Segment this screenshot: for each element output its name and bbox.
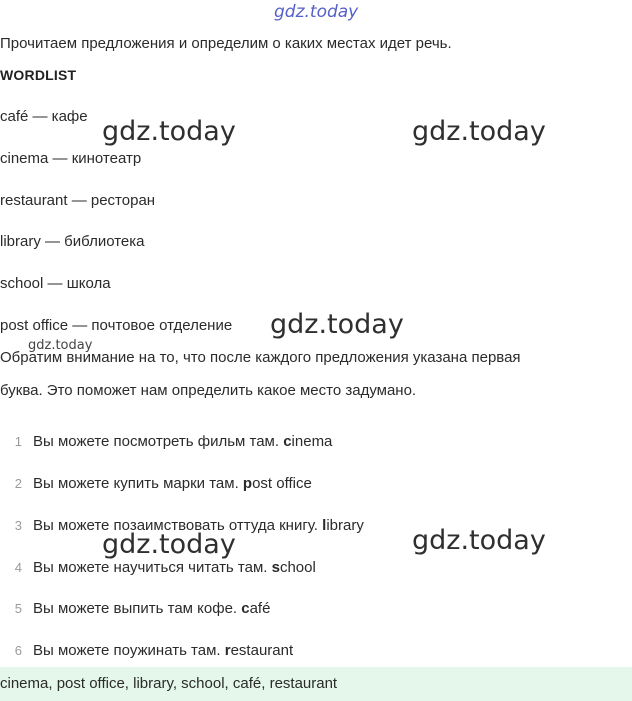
sentence-answer-first-letter: p xyxy=(242,475,253,492)
sentence-number: 1 xyxy=(14,434,22,449)
watermark: gdz.today xyxy=(412,116,546,147)
watermark: gdz.today xyxy=(270,309,404,340)
sentence-answer-first-letter: l xyxy=(322,517,327,534)
sentence-number: 6 xyxy=(14,643,22,658)
watermark: gdz.today xyxy=(102,529,236,560)
sentence-item xyxy=(0,558,316,578)
note-line-1: Обратим внимание на то, что после каждого предложения указана первая xyxy=(0,349,521,366)
watermark: gdz.today xyxy=(28,338,93,353)
sentence-answer-first-letter: c xyxy=(283,433,292,450)
sentence-number: 2 xyxy=(14,476,22,491)
wordlist-item: restaurant — ресторан xyxy=(0,192,156,209)
sentence-number: 4 xyxy=(14,560,22,575)
sentence-text: Вы можете научиться читать там. xyxy=(33,559,272,576)
sentence-answer-rest: afé xyxy=(249,600,271,617)
wordlist-item: library — библиотека xyxy=(0,233,145,250)
wordlist-item: post office — почтовое отделение xyxy=(0,317,233,334)
sentence-answer-rest: ibrary xyxy=(326,517,364,534)
watermark: gdz.today xyxy=(412,525,546,556)
sentence-answer-rest: inema xyxy=(291,433,333,450)
sentence-text: Вы можете выпить там кофе. xyxy=(33,600,242,617)
sentence-answer-rest: ost office xyxy=(252,475,312,492)
wordlist-item: school — школа xyxy=(0,275,111,292)
wordlist-heading: WORDLIST xyxy=(0,67,77,83)
wordlist-item: cinema — кинотеатр xyxy=(0,150,142,167)
sentence-text: Вы можете поужинать там. xyxy=(33,642,225,659)
answer-text: cinema, post office, library, school, café, restaurant xyxy=(0,675,338,692)
intro-text: Прочитаем предложения и определим о каких местах идет речь. xyxy=(0,35,452,52)
sentence-answer-first-letter: s xyxy=(271,559,280,576)
sentence-item xyxy=(0,641,293,661)
wordlist-item: café — кафе xyxy=(0,108,88,125)
sentence-answer-rest: estaurant xyxy=(230,642,294,659)
sentence-answer-rest: chool xyxy=(279,559,316,576)
sentence-answer-first-letter: c xyxy=(241,600,250,617)
sentence-text: Вы можете купить марки там. xyxy=(33,475,243,492)
sentence-item xyxy=(0,474,312,494)
sentence-text: Вы можете посмотреть фильм там. xyxy=(33,433,284,450)
sentence-item xyxy=(0,599,270,619)
sentence-answer-first-letter: r xyxy=(224,642,231,659)
note-line-2: буква. Это поможет нам определить какое место задумано. xyxy=(0,382,417,399)
watermark-top: gdz.today xyxy=(274,2,359,22)
watermark: gdz.today xyxy=(102,116,236,147)
sentence-number: 3 xyxy=(14,518,22,533)
sentence-number: 5 xyxy=(14,601,22,616)
sentence-item xyxy=(0,432,332,452)
sentence-text: Вы можете позаимствовать оттуда книгу. xyxy=(33,517,323,534)
